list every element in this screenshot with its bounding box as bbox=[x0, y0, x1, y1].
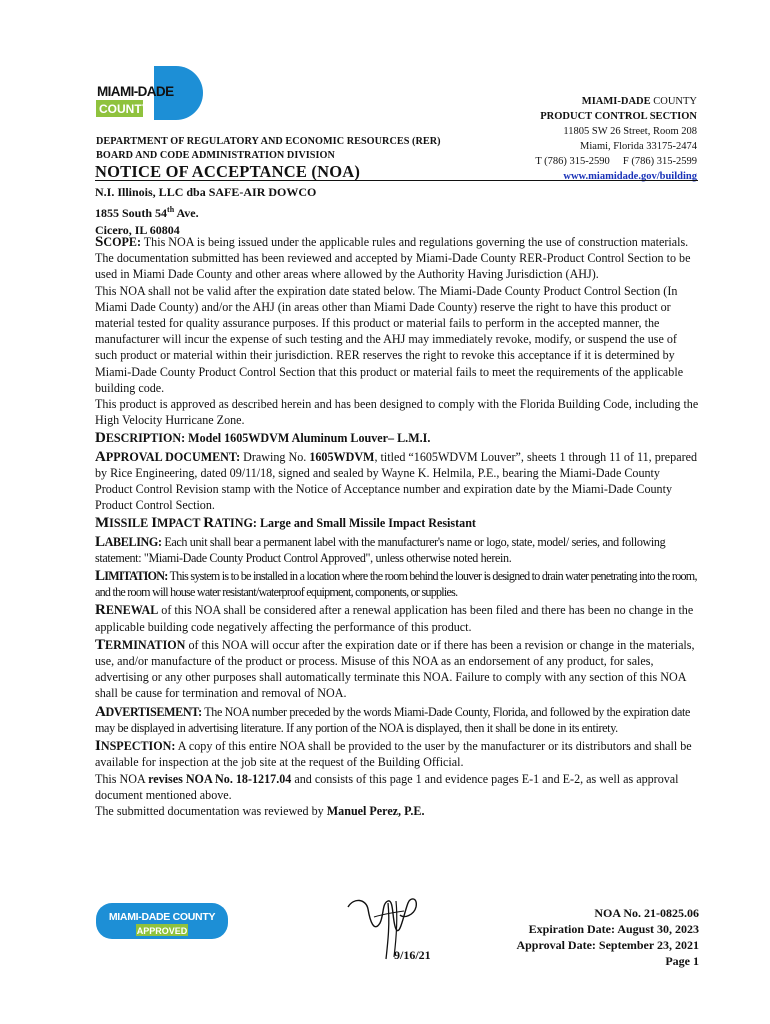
scope-paragraph-3: This product is approved as described herein and has been designed to comply with the Florida Building Code, including the High Velocity Hurricane Zone. bbox=[95, 397, 699, 428]
reviewed-by-statement: The submitted documentation was reviewed by Manuel Perez, P.E. bbox=[95, 803, 425, 818]
noa-body bbox=[95, 234, 699, 819]
applicant-address: 1855 South 54th Ave. bbox=[95, 205, 199, 220]
expiration-date: Expiration Date: August 30, 2023 bbox=[528, 922, 699, 936]
street-address: 11805 SW 26 Street, Room 208 bbox=[563, 126, 697, 137]
title-rule bbox=[95, 180, 698, 181]
address-block bbox=[535, 94, 697, 184]
applicant-block bbox=[95, 184, 316, 239]
noa-number: NOA No. 21-0825.06 bbox=[594, 906, 699, 920]
signature-date: 9/16/21 bbox=[394, 948, 431, 962]
limitation-section: LIMITATION: This system is to be installed in a location where the room behind the louver is designed to drain water penetrating into the room, and the room will house water resistant/waterproof equipment, components, or supplies. bbox=[95, 568, 697, 600]
applicant-city: Cicero, IL 60804 bbox=[95, 223, 180, 237]
approval-document-section: APPROVAL DOCUMENT: Drawing No. 1605WDVM, titled “1605WDVM Louver”, sheets 1 through 11 of 11, prepared by Rice Engineering, dated 09/11/18, signed and sealed by Wayne K. Helmila, P.E., bearing the Miami-Dade County Product Control Revision stamp with the Notice of Acceptance number and expiration date by the Miami-Dade County Product Control Section. bbox=[95, 448, 698, 513]
department-block bbox=[96, 135, 441, 163]
department-name: DEPARTMENT OF REGULATORY AND ECONOMIC RESOURCES (RER) bbox=[96, 136, 441, 147]
miami-dade-logo bbox=[96, 66, 208, 120]
inspection-section: INSPECTION: A copy of this entire NOA shall be provided to the user by the manufacturer or its distributors and shall be available for inspection at the job site at the request of the Building Official. bbox=[95, 738, 692, 770]
logo-line2: COUNTY bbox=[99, 102, 150, 116]
renewal-section: RENEWAL of this NOA shall be considered after a renewal application has been filed and there has been no change in the applicable building code negatively affecting the performance of this product. bbox=[95, 602, 694, 634]
description-section: DESCRIPTION: Model 1605WDVM Aluminum Louver– L.M.I. bbox=[95, 430, 431, 447]
labeling-section: LABELING: Each unit shall bear a permanent label with the manufacturer's name or logo, state, model/ series, and following statement: "Miami-Dade County Product Control Approved", unless otherwise noted herein. bbox=[95, 533, 666, 565]
phone-numbers: T (786) 315-2590 F (786) 315-2599 bbox=[535, 156, 697, 167]
section-name: PRODUCT CONTROL SECTION bbox=[540, 111, 697, 122]
termination-section: TERMINATION of this NOA will occur after the expiration date or if there has been a revision or change in the materials, use, and/or manufacture of the product or process. Misuse of this NOA as an endorsement of any product, for sales, advertising or any other purposes shall automatically terminate this NOA. Failure to comply with any section of this NOA shall be cause for termination and removal of NOA. bbox=[95, 636, 695, 701]
svg-text:APPROVED: APPROVED bbox=[136, 926, 188, 936]
page-title: NOTICE OF ACCEPTANCE (NOA) bbox=[95, 162, 361, 181]
missile-impact-section: MISSILE IMPACT RATING: Large and Small Missile Impact Resistant bbox=[95, 515, 476, 532]
agency-name-rest: COUNTY bbox=[650, 96, 697, 107]
svg-text:MIAMI-DADE COUNTY: MIAMI-DADE COUNTY bbox=[108, 911, 216, 923]
division-name: BOARD AND CODE ADMINISTRATION DIVISION bbox=[96, 150, 335, 161]
approved-stamp-icon bbox=[96, 903, 228, 939]
noa-details bbox=[516, 905, 699, 969]
logo-line1: MIAMI-DADE bbox=[97, 84, 174, 99]
advertisement-section: ADVERTISEMENT: The NOA number preceded by the words Miami-Dade County, Florida, and followed by the expiration date may be displayed in advertising literature. If any portion of the NOA is displayed, then it shall be done in its entirety. bbox=[95, 703, 691, 735]
website-link[interactable]: www.miamidade.gov/building bbox=[563, 171, 697, 182]
page-number: Page 1 bbox=[665, 954, 699, 968]
scope-paragraph-2: This NOA shall not be valid after the expiration date stated below. The Miami-Dade County Product Control Section (In Miami Dade County) and/or the AHJ (in areas other than Miami Dade County) reserve the right to have this product or material tested for quality assurance purposes. If this product or material fails to perform in the accepted manner, the manufacturer will incur the expense of such testing and the AHJ may immediately revoke, modify, or suspend the use of such product or material within their jurisdiction. RER reserves the right to revoke this acceptance if it is determined by Miami-Dade County Product Control Section that this product or material fails to meet the requirements of the applicable building code. bbox=[95, 283, 684, 395]
scope-section: SCOPE: This NOA is being issued under the applicable rules and regulations governing the use of construction materials. The documentation submitted has been reviewed and accepted by Miami-Dade County RER-Product Control Section to be used in Miami Dade County and other areas where allowed by the Authority Having Jurisdiction (AHJ). bbox=[95, 234, 691, 282]
revises-statement: This NOA revises NOA No. 18-1217.04 and consists of this page 1 and evidence pages E-1 and E-2, as well as approval document mentioned above. bbox=[95, 771, 679, 802]
agency-name-bold: MIAMI-DADE bbox=[581, 96, 651, 107]
applicant-name: N.I. Illinois, LLC dba SAFE-AIR DOWCO bbox=[95, 185, 317, 199]
city-address: Miami, Florida 33175-2474 bbox=[580, 141, 697, 152]
approval-date: Approval Date: September 23, 2021 bbox=[516, 938, 699, 952]
